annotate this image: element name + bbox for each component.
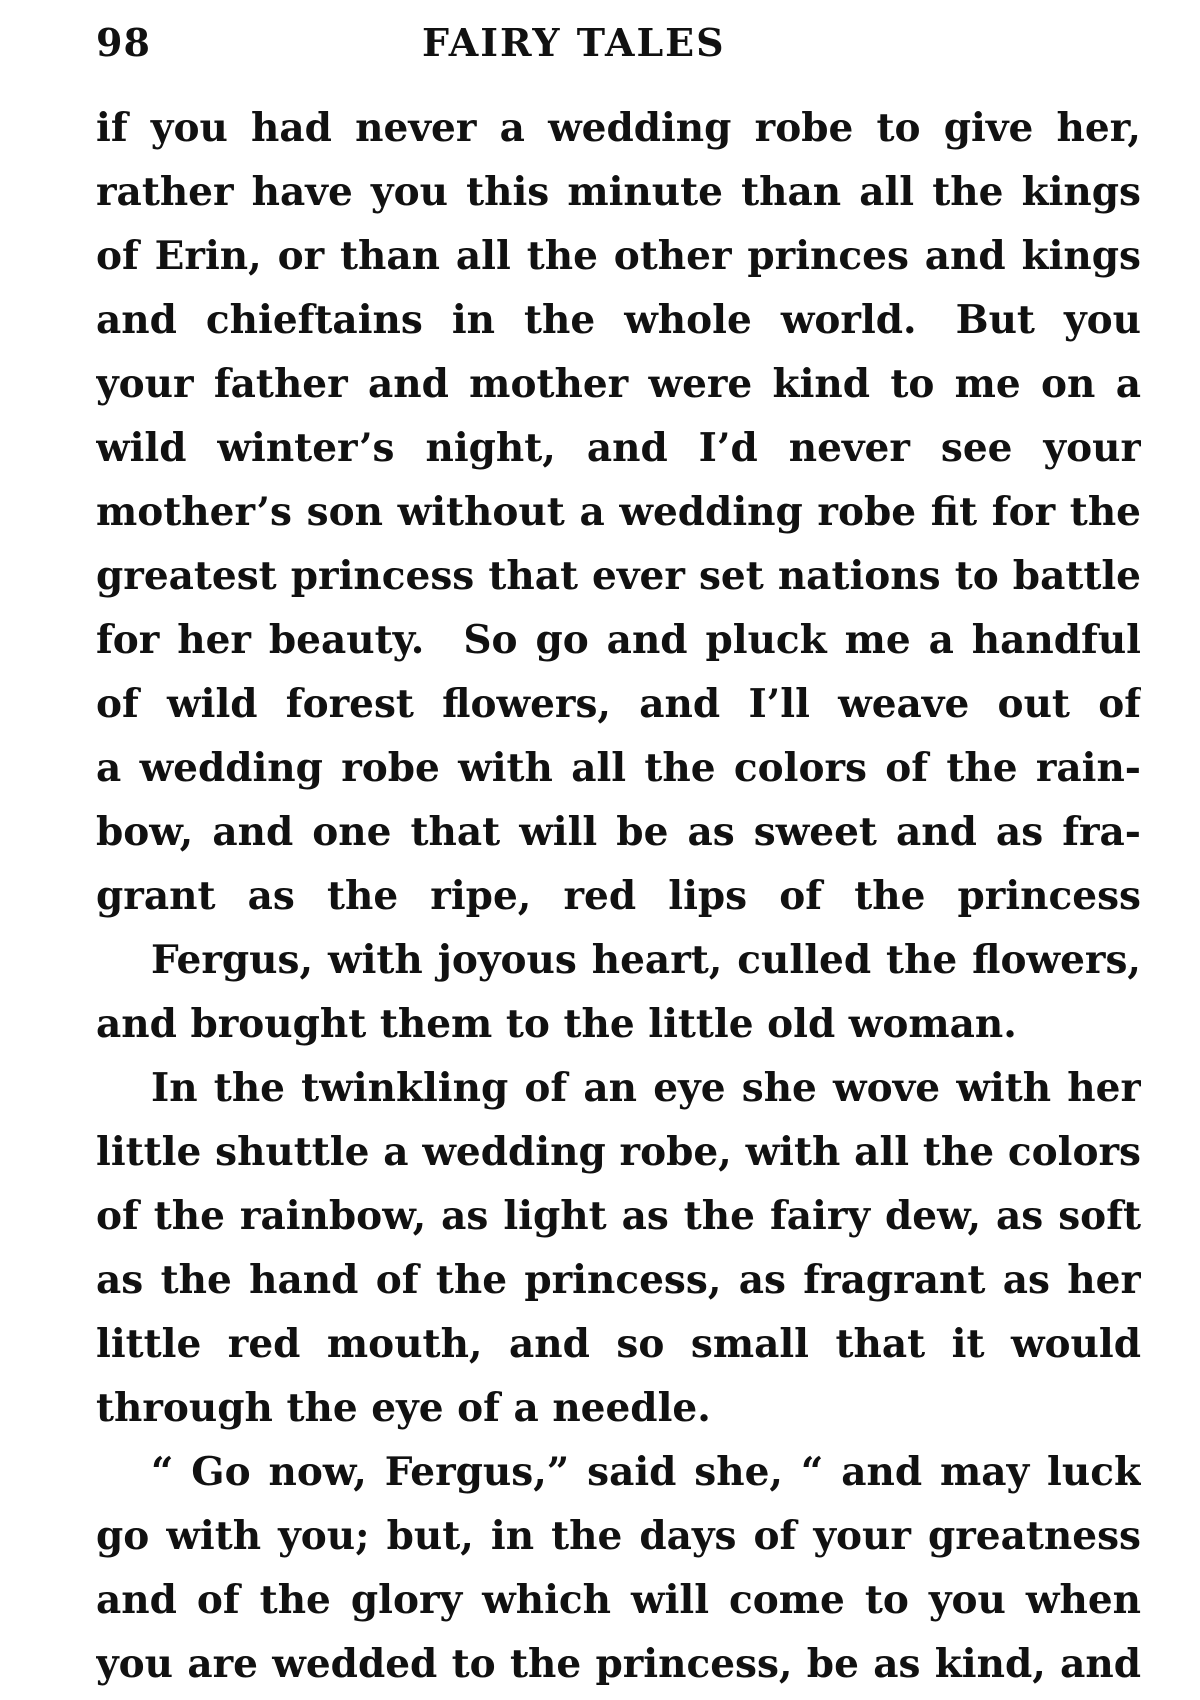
text-line: if you had never a wedding robe to give her, xyxy=(96,105,1141,151)
text-line: grant as the ripe, red lips of the princess xyxy=(96,873,1141,919)
text-line: your father and mother were kind to me on a xyxy=(96,361,1141,407)
text-line: a wedding robe with all the colors of the rain- xyxy=(96,745,1141,791)
text-line: for her beauty. So go and pluck me a handful xyxy=(96,617,1141,663)
page-number: 98 xyxy=(96,20,151,65)
text-line: little shuttle a wedding robe, with all the colors xyxy=(96,1129,1141,1175)
text-line: In the twinkling of an eye she wove with her xyxy=(151,1065,1141,1111)
running-title: FAIRY TALES xyxy=(422,20,726,65)
text-line: of Erin, or than all the other princes and kings xyxy=(96,233,1141,279)
text-line: “ Go now, Fergus,” said she, “ and may luck xyxy=(151,1449,1141,1495)
running-head xyxy=(96,8,1116,78)
text-line: mother’s son without a wedding robe fit for the xyxy=(96,489,1141,535)
body-text xyxy=(96,96,1141,1696)
text-line: greatest princess that ever set nations to battle xyxy=(96,553,1141,599)
text-line: Fergus, with joyous heart, culled the flowers, xyxy=(151,937,1141,983)
text-line: and brought them to the little old woman. xyxy=(96,1001,1017,1047)
text-line: go with you; but, in the days of your greatness xyxy=(96,1513,1141,1559)
text-line: of wild forest flowers, and I’ll weave out of xyxy=(96,681,1141,727)
text-line: rather have you this minute than all the kings xyxy=(96,169,1141,215)
text-line: of the rainbow, as light as the fairy dew, as soft xyxy=(96,1193,1141,1239)
text-line: and of the glory which will come to you when xyxy=(96,1577,1141,1623)
text-line: you are wedded to the princess, be as kind, and xyxy=(96,1641,1141,1687)
text-line: wild winter’s night, and I’d never see your xyxy=(96,425,1141,471)
text-line: and chieftains in the whole world. But you xyxy=(96,297,1141,343)
text-line: as the hand of the princess, as fragrant as her xyxy=(96,1257,1141,1303)
text-line: through the eye of a needle. xyxy=(96,1385,711,1431)
text-line: little red mouth, and so small that it would xyxy=(96,1321,1141,1367)
text-line: bow, and one that will be as sweet and as fra- xyxy=(96,809,1141,855)
